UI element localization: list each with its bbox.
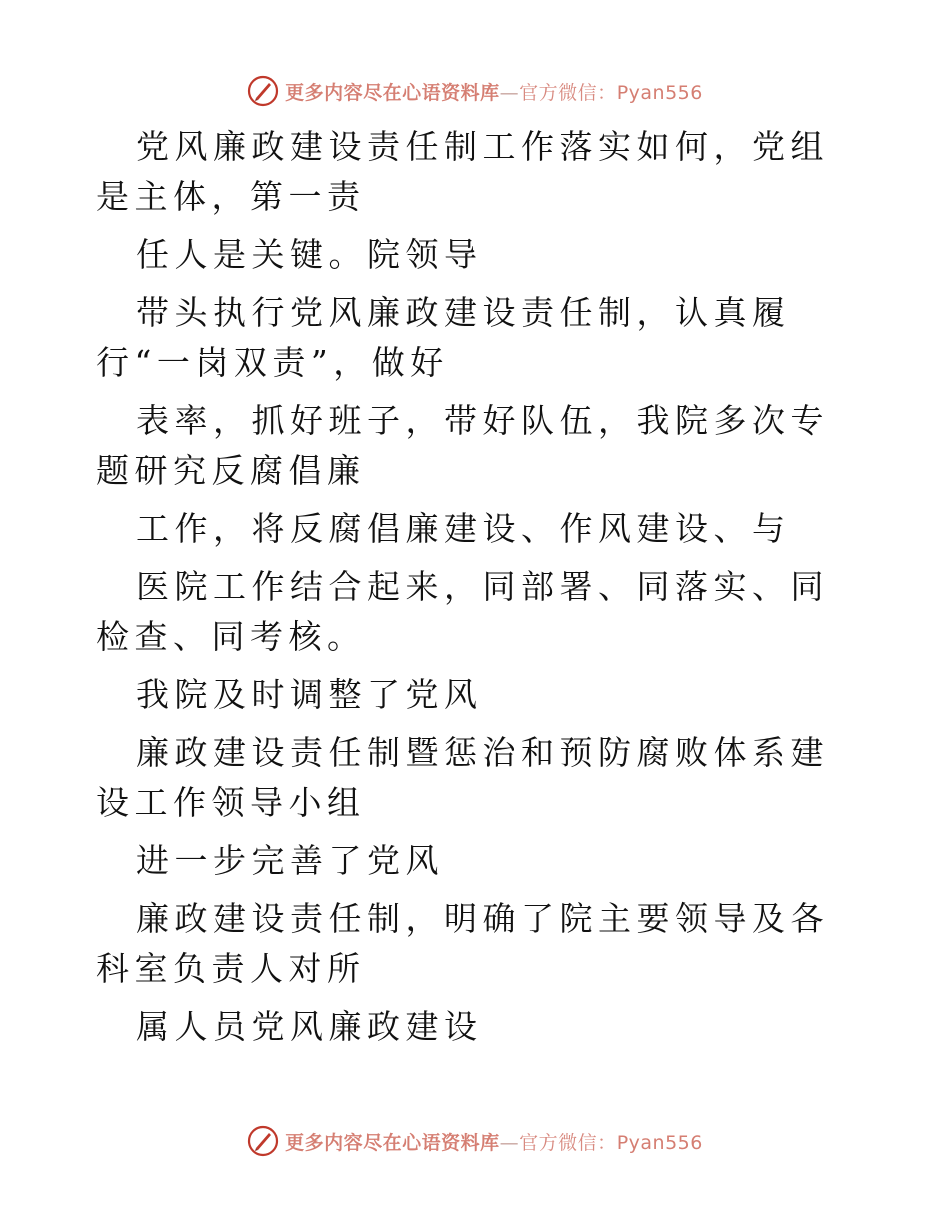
paragraph: 属人员党风廉政建设 bbox=[136, 1007, 483, 1046]
watermark-main: 更多内容尽在心语资料库 bbox=[285, 81, 500, 104]
paragraph: 任人是关键。院领导 bbox=[136, 235, 483, 274]
document-body bbox=[96, 122, 866, 1060]
watermark-separator: — bbox=[499, 81, 520, 104]
footer-watermark bbox=[0, 1121, 950, 1161]
watermark-account-label: 官方微信： bbox=[519, 1131, 617, 1154]
paragraph: 带头执行党风廉政建设责任制，认真履行“一岗双责”，做好 bbox=[96, 293, 791, 382]
watermark-main: 更多内容尽在心语资料库 bbox=[285, 1131, 500, 1154]
watermark-separator: — bbox=[499, 1131, 520, 1154]
paragraph: 表率，抓好班子，带好队伍，我院多次专题研究反腐倡廉 bbox=[96, 401, 829, 490]
paragraph: 我院及时调整了党风 bbox=[136, 675, 483, 714]
paragraph: 廉政建设责任制，明确了院主要领导及各科室负责人对所 bbox=[96, 899, 829, 988]
paragraph: 工作，将反腐倡廉建设、作风建设、与 bbox=[136, 509, 791, 548]
header-watermark bbox=[0, 71, 950, 111]
paragraph: 进一步完善了党风 bbox=[136, 841, 444, 880]
paragraph: 医院工作结合起来，同部署、同落实、同检查、同考核。 bbox=[96, 567, 829, 656]
paragraph: 廉政建设责任制暨惩治和预防腐败体系建设工作领导小组 bbox=[96, 733, 829, 822]
paragraph: 党风廉政建设责任制工作落实如何，党组是主体，第一责 bbox=[96, 127, 829, 216]
quill-logo-icon bbox=[247, 1125, 279, 1157]
quill-logo-icon bbox=[247, 75, 279, 107]
watermark-account-label: 官方微信： bbox=[519, 81, 617, 104]
watermark-text bbox=[285, 78, 703, 105]
watermark-account-id: Pyan556 bbox=[616, 1131, 703, 1154]
watermark-account-id: Pyan556 bbox=[616, 81, 703, 104]
watermark-text bbox=[285, 1128, 703, 1155]
